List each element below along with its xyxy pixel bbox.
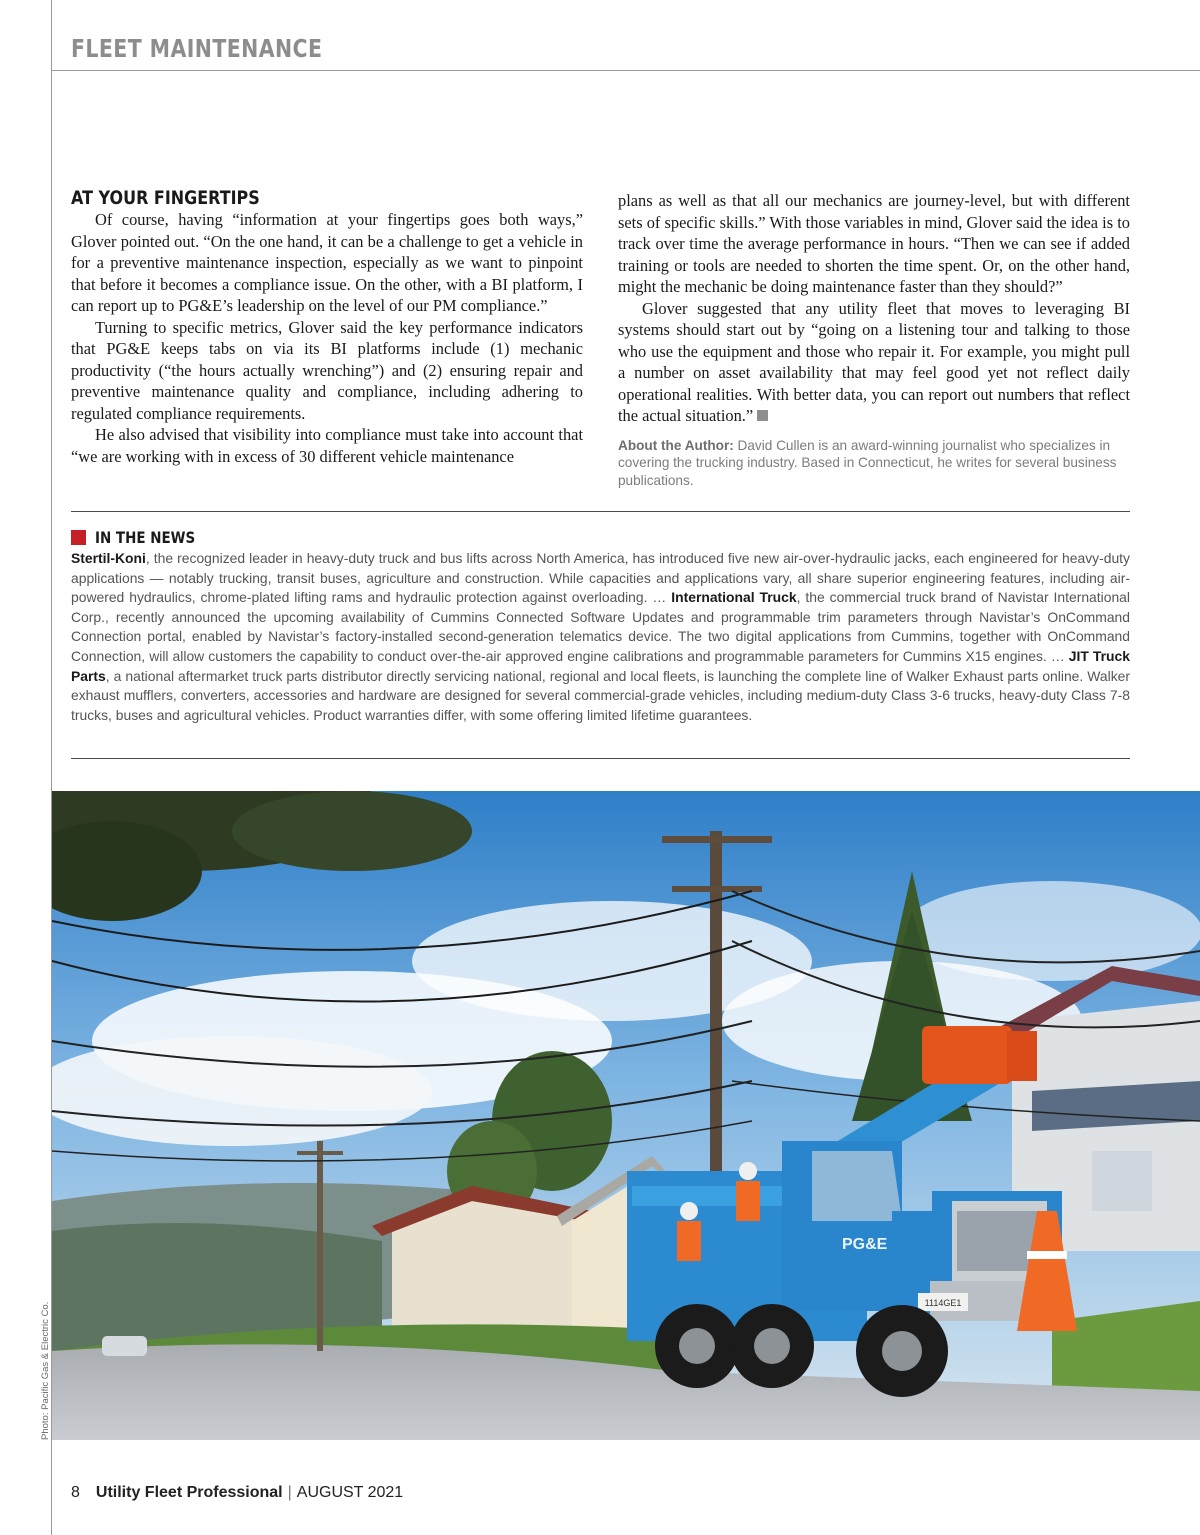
news-body: [71, 549, 1130, 725]
article-column-right: [618, 190, 1130, 489]
utility-truck-photo: [52, 791, 1200, 1440]
section-label: FLEET MAINTENANCE: [71, 34, 323, 63]
issue-date: AUGUST 2021: [296, 1484, 404, 1501]
page-footer: [71, 1484, 403, 1502]
news-title: IN THE NEWS: [95, 528, 196, 547]
article-paragraph-last: [618, 298, 1130, 427]
news-company: International Truck: [671, 589, 797, 606]
news-company: Stertil-Koni: [71, 550, 146, 566]
photo-illustration: [52, 791, 1200, 1440]
article-paragraph-text: Glover suggested that any utility fleet that moves to leveraging BI systems should start out by “going on a listening tour and talking to those who use the equipment and those who repair it. For example, you might pull a number on asset availability that may feel good yet not reflect daily operational realities. With better data, you can report out numbers that reflect the actual situation.”: [618, 298, 1130, 425]
article-subhead: AT YOUR FINGERTIPS: [71, 187, 260, 209]
article-paragraph: plans as well as that all our mechanics are journey-level, but with different sets of specific skills.” With those variables in mind, Glover said the idea is to track over time the average performance in hours. “Then we can see if added training or tools are needed to shorten the time spent. Or, on the other hand, might the mechanic be doing maintenance faster than they should?”: [618, 191, 1130, 296]
license-plate: 1114GE1: [924, 1298, 962, 1308]
author-bio: [618, 437, 1130, 490]
news-rule-bottom: [71, 758, 1130, 759]
news-square-icon: [71, 530, 86, 545]
article-paragraph: Turning to specific metrics, Glover said the key performance indicators that PG&E keeps tabs on via its BI platforms include (1) mechanic productivity (“the hours actually wrenching”) and (2) ensuring repair and preventive maintenance quality and compliance, including adhering to regulated compliance requirements.: [71, 317, 583, 423]
article-paragraph: Of course, having “information at your fingertips goes both ways,” Glover pointed out. “On the one hand, it can be a challenge to get a vehicle in for a preventive maintenance inspection, especially as we want to pinpoint that before it becomes a compliance issue. On the other, with a BI platform, I can report up to PG&E’s leadership on the level of our PM compliance.”: [71, 210, 583, 315]
news-text: , the commercial truck brand of Navistar International Corp., recently announced the upcoming availability of Cummins Connected Software Updates and programmable trim parameters through Navistar’s OnCommand Connection portal, enabled by Navistar’s factory-installed second-generation telematics device. The two digital applications from Cummins, together with OnCommand Connection, will allow customers the capability to conduct over-the-air approved engine calibrations and programmable parameters for Cummins X15 engines. …: [71, 589, 1130, 664]
end-of-article-mark: [757, 410, 768, 421]
news-text: , a national aftermarket truck parts distributor directly servicing national, regional and local fleets, is launching the complete line of Walker Exhaust parts online. Walker exhaust mufflers, converters, accessories and hardware are designed for several commercial-grade vehicles, including medium-duty Class 3-6 trucks, heavy-duty Class 7-8 trucks, buses and agricultural vehicles. Product warranties differ, with some offering limited lifetime guarantees.: [71, 667, 1130, 723]
news-text: , the recognized leader in heavy-duty truck and bus lifts across North America, has introduced five new air-over-hydraulic jacks, each engineered for heavy-duty applications — notably trucking, transit buses, agriculture and construction. While capacities and applications vary, all share superior engineering features, including air-powered hydraulics, chrome-plated lifting rams and hydraulic protection against overloading. …: [71, 550, 1130, 606]
page-number: 8: [71, 1484, 80, 1501]
news-rule-top: [71, 511, 1130, 512]
article-paragraph: He also advised that visibility into compliance must take into account that “we are working with in excess of 30 different vehicle maintenance: [71, 425, 583, 466]
footer-separator: |: [287, 1484, 292, 1501]
author-text: David Cullen is an award-winning journalist who specializes in covering the trucking industry. Based in Connecticut, he writes for several business publications.: [618, 437, 1117, 488]
news-header: [71, 528, 214, 547]
article-column-left: [71, 187, 583, 467]
photo-credit: Photo: Pacific Gas & Electric Co.: [40, 1301, 51, 1440]
author-label: About the Author:: [618, 437, 734, 453]
news-company: JIT Truck Parts: [71, 647, 1130, 684]
publication-name: Utility Fleet Professional: [95, 1484, 283, 1501]
truck-logo: PG&E: [842, 1236, 888, 1253]
header-rule: [51, 70, 1200, 71]
